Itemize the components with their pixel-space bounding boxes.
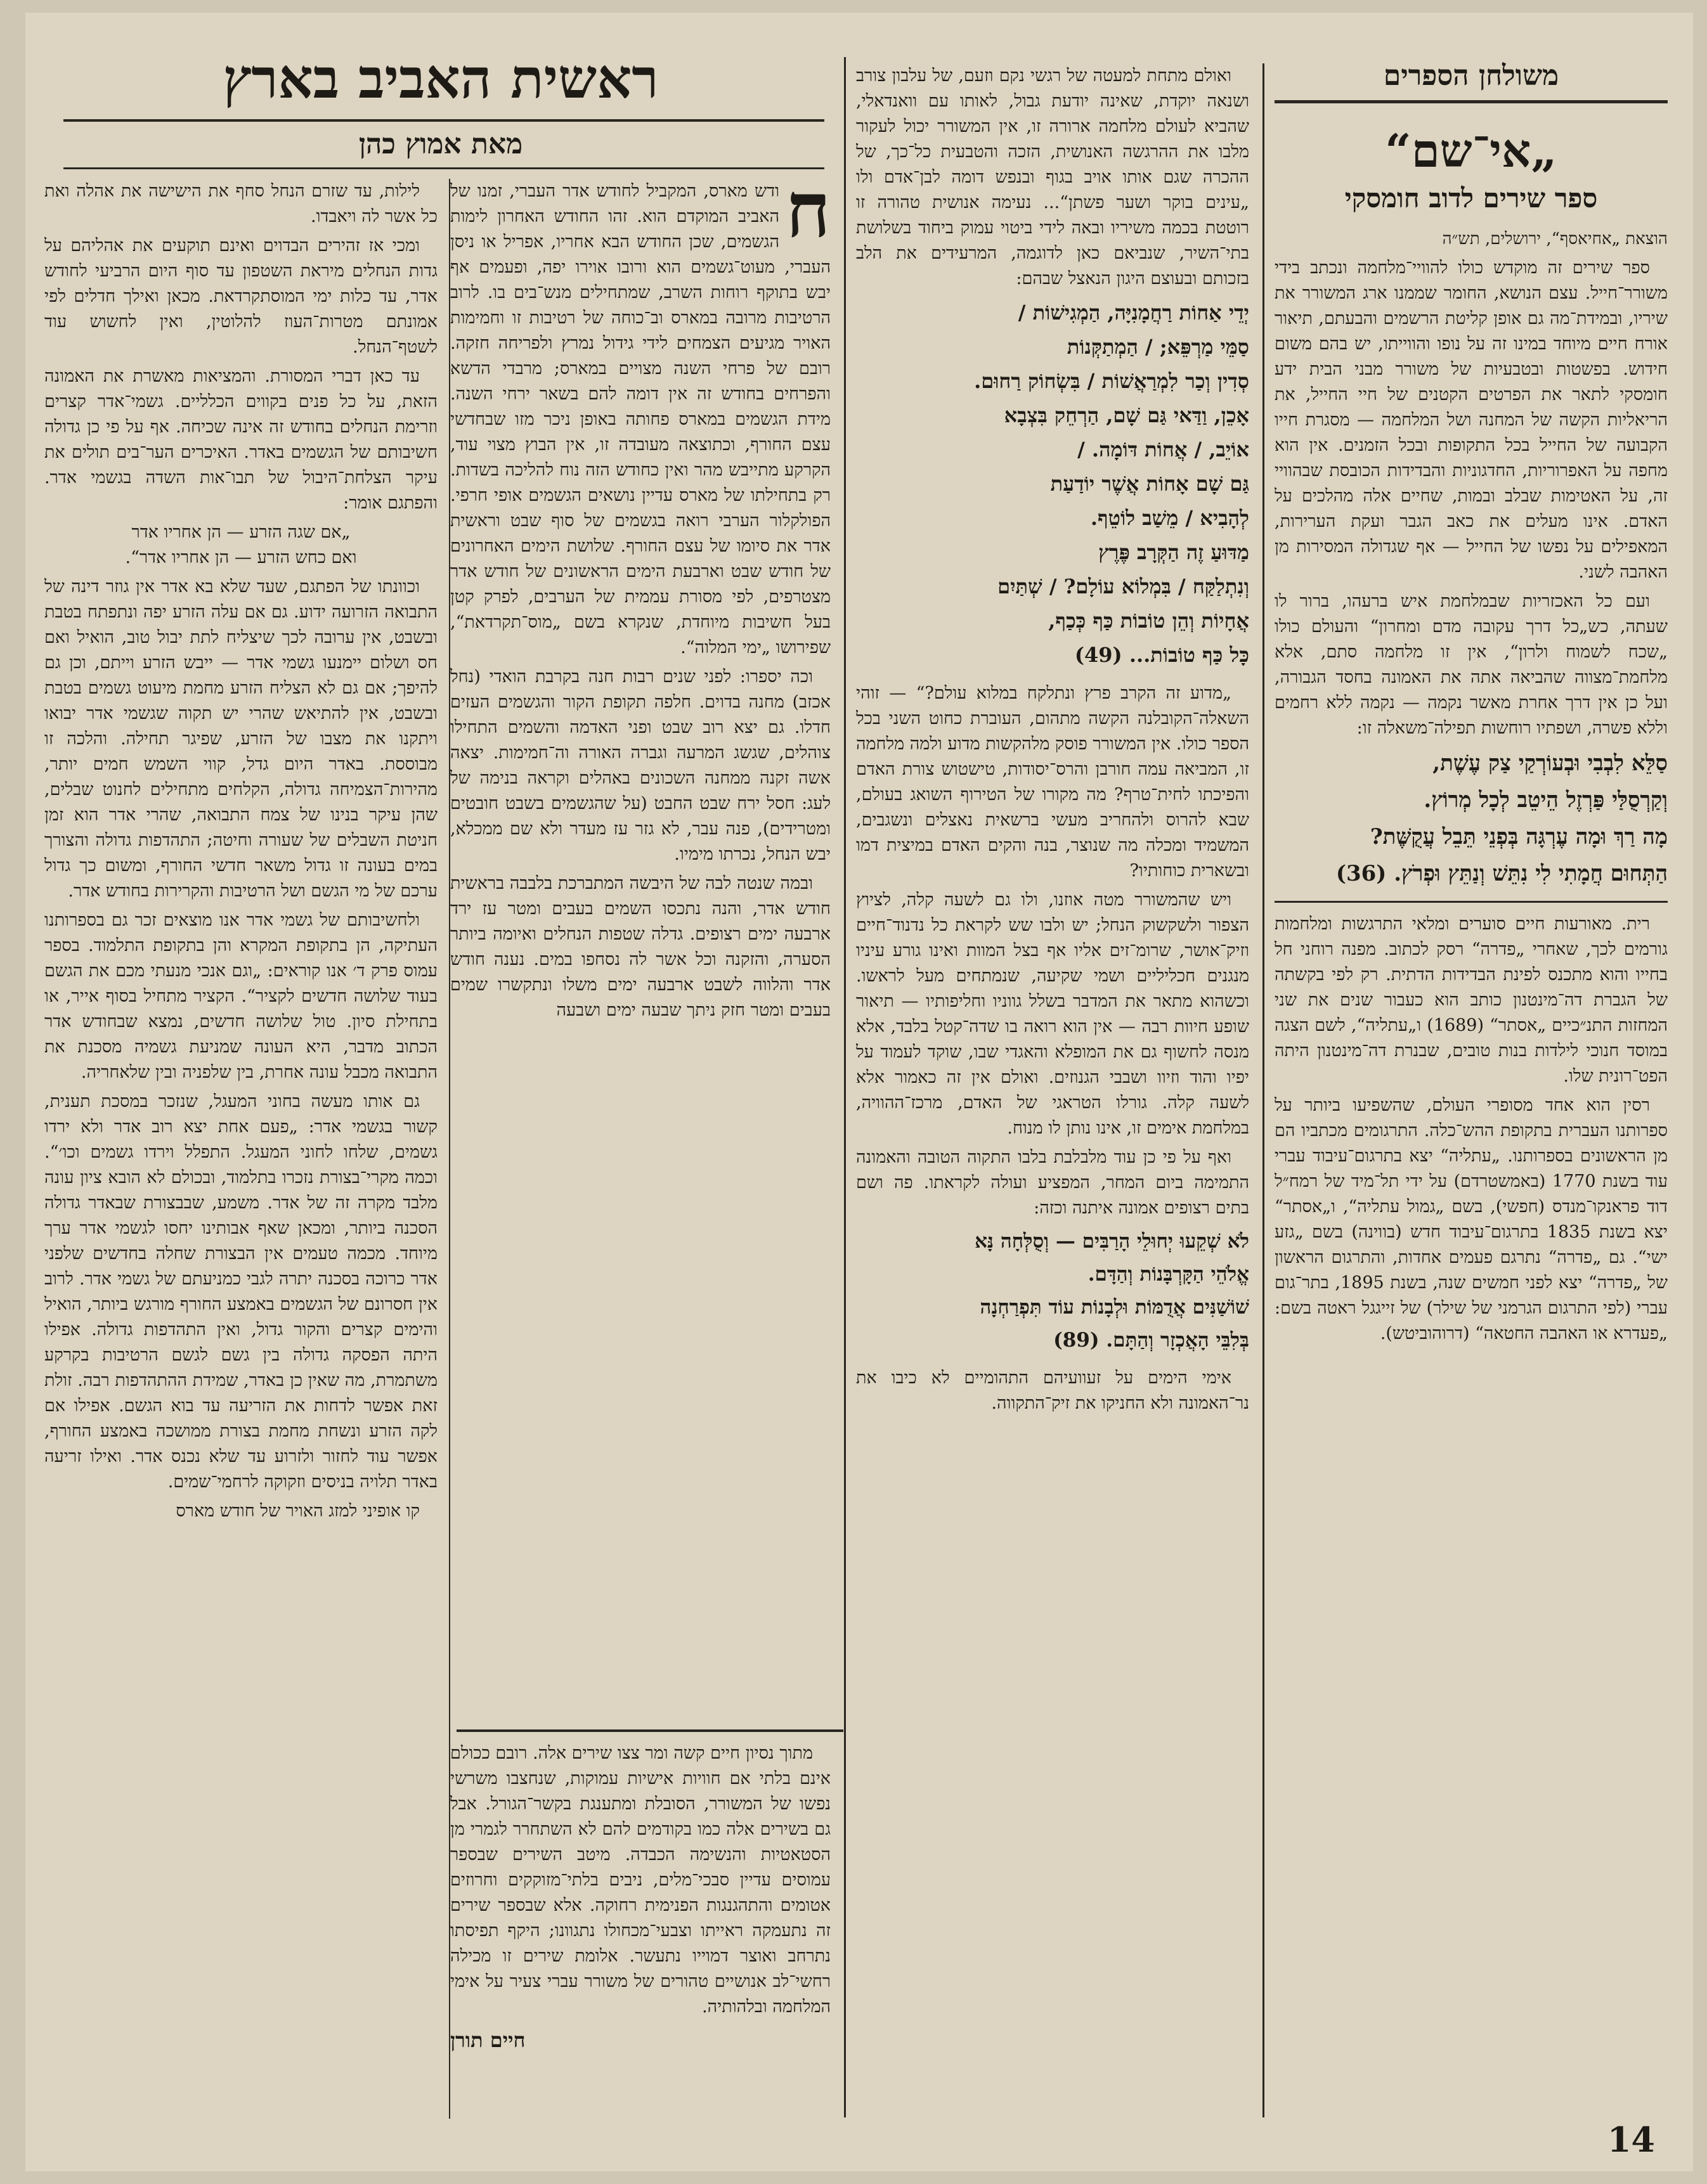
article-paragraph: גם אותו מעשה בחוני המעגל, שנזכר במסכת תענית, קשור בגשמי אדר: „פעם אחת יצא רוב אדר ולא ירדו גשמים, שלחו לחוני המעגל. התפלל וירדו גשמים וכו׳“. וכמה מקרי־בצורת נזכרו בתלמוד, ובכולם לא הובא ציון עונה מלבד מקרה זה של אדר. משמע, שבבצורת שבאדר גדולה הסכנה ביותר, ומכאן שאף אבותינו יחסו לגשמי אדר ערך מיוחד. מכמה טעמים אין הבצורת שחלה בחדשים שלפני אדר כרוכה בסכנה יתרה לגבי כמניעתם של גשמי אדר. לרוב אין חסרונם של הגשמים באמצע החורף מורגש ביותר, הואיל והימים קצרים והקור גדול, ואין התהדפות גדולה. אפילו היתה הפסקה גדולה בין גשם לגשם הרטיבות בקרקע משתמרת, מה שאין כן באדר, שמידת ההתהדפות רבה. זולת זאת אפשר לדחות את הזריעה עד בוא הגשם. אפילו אם לקה הזרע ונשחת מחמת בצורת ממושכה באמצע החורף, אפשר עוד לחזור ולזרוע עד שלא נכנס אדר. ואילו זריעה באדר תלויה בניסים וזקוקה לרחמי־שמים. bbox=[44, 1092, 438, 1492]
verse-line: אָכֵן, וַדַּאי גַּם שָׁם, הַרְחֵק בִּצְבָא bbox=[1004, 403, 1249, 427]
verse-line: אוֹיֵב, / אֲחוֹת דּוֹמָה. / bbox=[1077, 437, 1249, 462]
article-paragraph: ובמה שנטה לבה של היבשה המתברכת בלבבה בראשית חודש אדר, והנה נתכסו השמים בעבים ומטר עז ירד ארבעה ימים רצופים. גדלה שטפות הנחלים ואיומה ביותר הסערה, והזקנה וכל אשר לה נסחפו במים. נענה חודש אדר והלווה לשבט ארבעה ימים משלו ונתקשרו שמים בעבים ומטר חזק ניתך שבעה ימים ושבעה bbox=[450, 874, 831, 1020]
reviewer-signature: חיים תורן bbox=[450, 2028, 526, 2052]
article-paragraph: וכה יספרו: לפני שנים רבות חנה בקרבת הואדי (נחל אכזב) מחנה בדוים. חלפה תקופת הקור והגשמים העזים חדלו. גם יצא רוב שבט ופני האדמה והשמים התחילו צוהלים, שגשג המרעה וגברה האורה וה־חמימות. יצאה אשה זקנה ממחנה השכונים באהלים וקראה בנימה של לעג: חסל ירח שבט החבט (על שהגשמים בשבט חובטים ומטרידים), פנה עבר, לא גזר עז מעדר ולא שם ממכלא, יבש הנחל, נכרתו מימיו. bbox=[450, 667, 831, 864]
verse-line: מָה רַךְ וּמָה עֶרְגָּה בְּפְנֵי תֵּבֵל עֲקֻשֶּׁת? bbox=[1370, 824, 1668, 850]
verse-line: הַתְּחוּם חֲמָתִי לִי נִתֵּשׁ וְנַתֵּץ וּפְרֹץ. (36) bbox=[1335, 861, 1668, 886]
review-continuation-column bbox=[856, 63, 1249, 2124]
verse-line: וְקַרְסֻלַּי פַּרְזֶל הֵיטֵב לְכָל מְרוֹץ. bbox=[1424, 787, 1668, 813]
verse-line: כָּל כַּף טוֹבוֹת... (49) bbox=[1074, 643, 1249, 667]
review-paragraph: מתוך נסיון חיים קשה ומר צצו שירים אלה. רובם ככולם אינם בלתי אם חוויות אישיות עמוקות, שנחצבו משרשי נפשו של המשורר, הסובלת ומתענגת בקשר־הגורל. אבל גם בשירים אלה כמו בקודמים להם לא השתחרר לגמרי מן הסטאטיות והנשימה הכבדה. מיטב השירים שבספר עמוסים עדיין סבכי־מלים, ניבים בלתי־מזוקקים וחרוזים אטומים והתהגנגות הפנימית רחוקה. אלא שבספר שירים זה נתעמקה ראייתו וצבעי־מכחולו נתגוונו; היקף תפיסתו נתרחב ואוצר דמוייו נתעשר. אלומת שירים זו מכילה רחשי־לב אנושיים טהורים של משורר עברי צעיר על אימי המלחמה ובלהותיה. bbox=[450, 1743, 831, 2017]
review-paragraph: „מדוע זה הקרב פרץ ונתלקח במלוא עולם?“ — זוהי השאלה־הקובלנה הקשה מתהום, העוברת כחוט השני בכל הספר כולו. אין המשורר פוסק מלהקשות מדוע ולמה מלחמה זו, המביאה עמה חורבן והרס־יסודות, טישטוש צורת האדם והפיכתו לחית־טרף? מה מקורו של הטירוף השואג בעולם, שבא להרוס ולהחריב מעשי ברשאית נאצלים ונשגבים, המשמיד ומכלה מה שנוצר, בנה והקים האדם במיצית דמו ובשארית כוחותיו? bbox=[856, 683, 1249, 881]
article-title: ראשית האביב בארץ bbox=[223, 47, 659, 111]
review-paragraph: ואולם מתחת למעטה של רגשי נקם וזעם, של עלבון צורב ושנאה יוקדת, שאינה יודעת גבול, לאותו עם וואנדאלי, שהביא לעולם מלחמה ארורה זו, אין המשורר יכול לעקור מלבו את ההרגשה האנושית, הזכה והטבעית כל־כך, של ההכרה שגם אותו אויב בגוף ובנפש דומה לבן־אדם ולו „עינים בוקר ושער פשתן“... נעימה אנושית טהורה זו רוטטת בכמה משיריו ובאה לידי ביטוי עמוק ביחוד בשלושת בתי־השיר, שנביאם כאן לדוגמה, המרעידים את הלב בזכותם ובעוצם היגון הנאצל שבהם: bbox=[856, 66, 1249, 288]
column-divider bbox=[844, 57, 846, 2117]
verse-line: בְּלִבֵּי הָאֲכְזָר וְהַתָּם. (89) bbox=[1053, 1329, 1249, 1352]
poem-verse bbox=[856, 295, 1249, 672]
review-column bbox=[1275, 57, 1668, 2124]
review-paragraph: ואף על פי כן עוד מלבלבת בלבו התקוה הטובה והאמונה התמימה ביום המחר, המפציע ועולה לקראתו. פה ושם בתים רצופים אמונה איתנה וכזה: bbox=[856, 1147, 1249, 1218]
article-column-right bbox=[450, 179, 831, 1719]
article-paragraph: ולחשיבותם של גשמי אדר אנו מוצאים זכר גם בספרותנו העתיקה, הן בתקופת המקרא והן בתקופת התלמוד. בספר עמוס פרק ד׳ אנו קוראים: „וגם אנכי מנעתי מכם את הגשם בעוד שלושה חדשים לקציר“. הקציר מתחיל בסוף אייר, או בתחילת סיון. טול שלושה חדשים, נמצא שבחודש אדר הכתוב מדבר, היא העונה שמניעת גשמיה מסכנת את התבואה מכבל עונה אחרת, בין שלפניה ובין שלאחריה. bbox=[44, 910, 438, 1082]
verse-line: וְנִתְלַקַּח / בִּמְלוֹא עוֹלָם? / שְׁתַּיִם bbox=[997, 574, 1249, 598]
verse-line: סַלֵּא לִבְבִי וּבְעוֹרְקַי צַק עֶשֶׁת, bbox=[1432, 751, 1668, 776]
article-paragraph: ומכי אז זהירים הבדוים ואינם תוקעים את אהליהם על גדות הנחלים מיראת השטפון עד סוף היום הרביעי לחודש אדר, עד כלות ימי המוסתקרדאת. מכאן ואילך חדלים לפי אמונתם מטרות־העוז להלוטין, ואין לחשוש עוד לשטף־הנחל. bbox=[44, 236, 438, 357]
verse-line: לְהָבִיא / מֵשַׁב לוֹטֵף. bbox=[1090, 506, 1249, 530]
review-verse bbox=[1275, 745, 1668, 892]
newspaper-page bbox=[25, 13, 1693, 2171]
column-divider bbox=[1262, 63, 1264, 2117]
article-column-left bbox=[44, 179, 438, 2125]
section-header: משולחן הספרים bbox=[1275, 57, 1668, 103]
publisher-line: הוצאת „אחיאסף“, ירושלים, תש״ה bbox=[1442, 229, 1668, 249]
verse-line: אֱלֹהֵי הַקָּרְבָּנוֹת וְהַדָּם. bbox=[1087, 1263, 1249, 1286]
proverb-line: ואם כחש הזרע — הן אחריו אדר“. bbox=[125, 548, 357, 567]
verse-line: סְדִין וְכַר לִמְרַאֲשׁוֹת / בִּשְׂחוֹק רַחוּם. bbox=[974, 369, 1249, 393]
article-paragraph: קו אופיני למזג האויר של חודש מארס bbox=[176, 1501, 420, 1521]
divider bbox=[1275, 901, 1668, 903]
title-underline bbox=[63, 119, 824, 122]
review-paragraph: ועם כל האכזריות שבמלחמת איש ברעהו, ברור לו שעתה, כש„כל דרך עקובה מדם ומחרון“ והעולם כולו „שכח לשמוח ולרון“, אין זו מלחמה סתם, אלא מלחמת־מצווה שהביאה אתה את האמונה בחסד הגבורה, ועל כן אין דרך אחרת מאשר נקמה — נקמה ללא רחמים וללא פשרה, ושפתיו רוחשות תפילה־משאלה זו: bbox=[1275, 591, 1668, 738]
article-paragraph: ודש מארס, המקביל לחודש אדר העברי, זמנו של האביב המוקדם הוא. זהו החודש האחרון לימות הגשמים, שכן החודש הבא אחריו, אפריל או ניסן העברי, מעוט־גשמים הוא ורובו אוירו יפה, ופעמים אף יבש בתוקף רוחות השרב, שמתחילים מנש־בים בו. לרוב הרטיבות מרובה במארס וב־כוחה של רטיבות זו וחמימות האויר מגיעים הצמחים לידי גידול נמרץ ולפריחה חזקה. רובם של פרחי השנה מצויים במארס; מרבדי הדשא והפרחים בחודש זה אין דומה להם בשאר ירחי השנה. מידת הגשמים במארס פחותה באופן ניכר מזו שבחדשי עצם החורף, וכתוצאה מעובדה זו, אין הבוץ מצוי עוד, הקרקע מתייבש מהר ואין כחודש הזה נוח להליכה בשדות. רק בתחילתו של מארס עדיין נושאים הגשמים אופי חרפי. הפולקלור הערבי רואה בגשמים של סוף שבט וראשית אדר את סיומו של עצם החורף. שלושת הימים האחרונים של חודש שבט וארבעת הימים הראשונים של חודש אדר מצטרפים, לפי מסורת עממית של הערבים, לפרק קטן בעל חשיבות מיוחדת, שנקרא בשם „מוס־תקרדאת“, שפירושו „ימי המלוה“. bbox=[450, 181, 831, 657]
verse-line: סַמֵּי מַרְפֵּא; / הַמְתַקְּנוֹת bbox=[1067, 335, 1249, 359]
verse-line: אֲחָיוֹת וְהֵן טוֹבוֹת כַּף כְּכַף, bbox=[1048, 609, 1249, 633]
article-paragraph: לילות, עד שזרם הנחל סחף את הישישה את אהלה ואת כל אשר לה ויאבדו. bbox=[44, 181, 438, 226]
bottom-review bbox=[450, 1741, 831, 2134]
review-paragraph: אימי הימים על זעוועיהם התהומיים לא כיבו את נר־האמונה ולא החניקו את זיק־התקווה. bbox=[856, 1368, 1249, 1413]
article-paragraph: וכוונתו של הפתגם, שעד שלא בא אדר אין גוזר דינה של התבואה הזרועה ידוע. גם אם עלה הזרע יפה ונתפתח בטבת ובשבט, אין ערובה לכך שיצליח לתת יבול טוב, הואיל ואם חס ושלום יימנעו גשמי אדר — ייבש הזרע וייתם, וכן גם להיפך; אם גם לא הצליח הזרע מחמת מיעוט גשמים בטבת ובשבט, אין להתיאש שהרי יש תקוה שגשמי אדר יבואו ויתקנו את מצבו של הזרע, שפיגר תחילה. והלכה זו מבוססת. באדר היום גדל, קווי השמש חמים יותר, מהירות־הצמיחה גדולה, הקלחים מתחילים לחנוט שבלים, שהן עיקר בנינו של צמח התבואה, שהרי אדר הוא זמן חניטת השבלים של שעורה וחיטה; התהדפות גדולה והצורך במים בעונה זו גדול משאר חדשי החורף, ומשום כך גדול ערכם של מי הגשם ושל הרטיבות והקרירות בחודש אדר. bbox=[44, 577, 438, 901]
proverb-line: „אם שגה הזרע — הן אחריו אדר bbox=[131, 522, 351, 542]
verse-line: לֹא שְׁקֵעוּ יְחוּלֵי הָרַבִּים — וְסֻלְּחָה נָּא bbox=[975, 1230, 1249, 1253]
review-paragraph: רית. מאורעות חיים סוערים ומלאי התרגשות ומלחמות גורמים לכך, שאחרי „פדרה“ רסק לכתוב. מפנה רוחני חל בחייו והוא מתכנס לפינת הבדידות הדתית. רק לפי בקשתה של הגברת דה־מינטנון כותב הוא כעבור שנים את שני המחזות התנ״כיים „אסתר“ (1689) ו„עתליה“, לשם הצגה במוסד חנוכי לילדות בנות טובים, שבנרת דה־מינטנון היתה הפט־רונית שלו. bbox=[1275, 914, 1668, 1086]
article-byline: מאת אמוץ כהן bbox=[358, 128, 523, 160]
verse-line: שׁוֹשַׁנִּים אֲדֻמּוֹת וּלְבָנוֹת עוֹד תִּפְרַחְנָה bbox=[980, 1296, 1249, 1319]
review-paragraph: ויש שהמשורר מטה אוזנו, ולו גם לשעה קלה, לציוץ הצפור ולשקשוק הנחל; יש ולבו שש לקראת כל נדנוד־חיים וזיק־אושר, שרומ־זים אליו אף בצל המוות ואינו גורע עיניו מנגנים חכליליים ושמי שקיעה, שנמתחים מעל לראשו. וכשהוא מתאר את המדבר בשלל גווניו וחליפותיו — תיאור שופע חיוות רבה — אין הוא רואה בו שדה־קטל בלבד, אלא מנסה לחשוף גם את המופלא והאגדי שבו, שוקד לעמוד על יפיו והוד וזיוו ושבבי הגנוזים. ואולם אין זה כאמור אלא לשעה קלה. גורלו הטראגי של האדם, מרכז־ההוויה, במלחמת אימים זו, אינו נותן לו מנוח. bbox=[856, 890, 1249, 1138]
verse-line: יְדֵי אַחוֹת רַחֲמָנִיָּה, הַמְגִישׁוֹת / bbox=[1018, 300, 1249, 325]
section-divider bbox=[457, 1729, 843, 1732]
article-paragraph: עד כאן דברי המסורת. והמציאות מאשרת את האמונה הזאת, על כל פנים בקווים הכלליים. גשמי־אדר קצרים וזרימת הנחלים בחודש זה אינה שכיחה. אף על פי כן גדולה חשיבותם של הגשמים באדר. האיכרים הער־בים תולים את עיקר הצלחת־היבול של תבו־אות השדה בגשמי אדר. והפתגם אומר: bbox=[44, 366, 438, 513]
byline-underline bbox=[63, 167, 824, 169]
page-number: 14 bbox=[1607, 2119, 1655, 2160]
book-title: „אי־שם“ bbox=[1385, 124, 1557, 178]
verse-line: מַדּוּעַ זֶה הַקְּרָב פֶּרֶץ bbox=[1098, 540, 1249, 564]
book-subtitle: ספר שירים לדוב חומסקי bbox=[1344, 183, 1598, 214]
review-paragraph: ספר שירים זה מוקדש כולו להוויי־מלחמה ונכתב בידי משורר־חייל. עצם הנושא, החומר שממנו ארג המשורר את שיריו, ובמידת־מה גם אופן קליטת הרשמים והבעתם, תיאור אורח חיים מיוחד במינו זה על נופו והווייתו, יש בהם משום חידוש. בפשטות ובטבעיות של משורר מבני הבית ידע חומסקי לתאר את הפרטים הקטנים של חיי החייל, את הריאליות הקשה של המחנה ושל המלחמה — מסגרת חייו הקבועה של החייל בכל התקופות ובכל הזמנים. אין הוא מחפה על האפרוריות, החדגוניות והבדידות הכובסת שבהוויי זה, על האטימות שבלב ובמות, שחיים אלה מהלכים על האדם. אינו מעלים את כאב הגבר ועקת הערירות, המאפילים על נפשו של החייל — אף שגדולה המסירות מן האהבה לשני. bbox=[1275, 258, 1668, 582]
poem-verse bbox=[856, 1225, 1249, 1357]
drop-cap: ח bbox=[785, 179, 831, 255]
verse-line: גַּם שָׁם אָחוֹת אֲשֶׁר יוֹדַעַת bbox=[1050, 472, 1249, 496]
review-paragraph: רסין הוא אחד מסופרי העולם, שהשפיעו ביותר על ספרותנו העברית בתקופת ההש־כלה. התרגומים מכתביו הם מן הראשונים בספרותנו. „עתליה“ יצא בתרגום־עיבוד עברי עוד בשנת 1770 (באמשטרדם) על ידי תל־מיד של רמח״ל דוד פראנקו־מנדס (חפשי), בשם „גמול עתליה“, ו„אסתר“ יצא בשנת 1835 בתרגום־עיבוד חדש (בווינה) בשם „גזע ישי“. גם „פדרה“ נתרגם פעמים אחדות, והתרגום הראשון של „פדרה“ יצא לפני חמשים שנה, בשנת 1895, בתר־גום עברי (לפי התרגום הגרמני של שילר) של זייגגל ראטה בשם: „פעדרא או האהבה החטאה“ (דרוהוביטש). bbox=[1275, 1095, 1668, 1343]
